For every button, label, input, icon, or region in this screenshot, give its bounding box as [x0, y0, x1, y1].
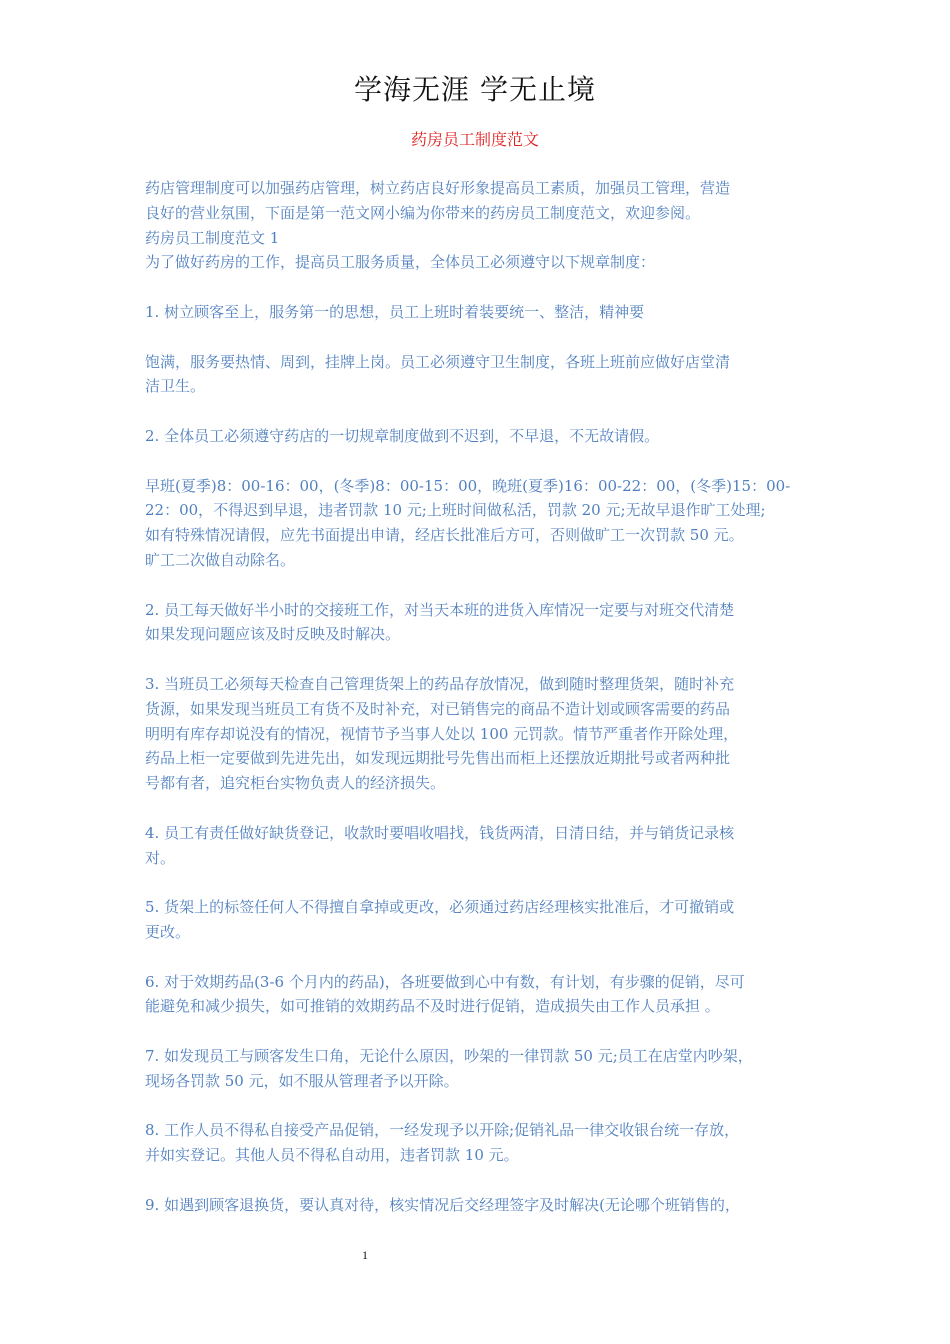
page-header-title: 学海无涯 学无止境 [354, 73, 596, 106]
rule-item-3: 明明有库存却说没有的情况，视情节予当事人处以 100 元罚款。情节严重者作开除处理， [145, 724, 739, 743]
paragraph-gap [145, 573, 813, 598]
rule-item-6: 6. 对于效期药品(3-6 个月内的药品)，各班要做到心中有数，有计划，有步骤的促销，尽可 [145, 972, 745, 991]
rule-item-3: 货源，如果发现当班员工有货不及时补充，对已销售完的商品不造计划或顾客需要的药品 [145, 699, 731, 718]
paragraph-gap [145, 945, 813, 970]
document-body [145, 176, 813, 1217]
rule-item-1: 1. 树立顾客至上，服务第一的思想，员工上班时着装要统一、整洁，精神要 [145, 302, 645, 321]
rule-item-3: 号都有者，追究柜台实物负责人的经济损失。 [145, 774, 446, 793]
rule-item-7: 7. 如发现员工与顾客发生口角，无论什么原因，吵架的一律罚款 50 元;员工在店堂内吵架， [145, 1046, 753, 1065]
preface-line: 为了做好药房的工作，提高员工服务质量，全体员工必须遵守以下规章制度： [145, 253, 656, 272]
paragraph-gap [145, 1093, 813, 1118]
paragraph-gap [145, 870, 813, 895]
paragraph-gap [145, 796, 813, 821]
shift-rule-line: 早班(夏季)8：00-16：00，(冬季)8：00-15：00，晚班(夏季)16：00-22：00，(冬季)15：00- [145, 476, 791, 495]
rule-item-4: 4. 员工有责任做好缺货登记，收款时要唱收唱找，钱货两清，日清日结，并与销货记录核 [145, 823, 735, 842]
rule-item-1-cont: 洁卫生。 [145, 377, 206, 396]
rule-item-8: 并如实登记。其他人员不得私自动用，违者罚款 10 元。 [145, 1146, 519, 1165]
paragraph-gap [145, 647, 813, 672]
rule-item-5: 更改。 [145, 922, 191, 941]
shift-rule-line: 旷工二次做自动除名。 [145, 550, 296, 569]
paragraph-gap [145, 1019, 813, 1044]
section-heading: 药房员工制度范文 1 [145, 228, 280, 247]
rule-item-6: 能避免和减少损失，如可推销的效期药品不及时进行促销，造成损失由工作人员承担 。 [145, 997, 720, 1016]
paragraph-gap [145, 275, 813, 300]
shift-rule-line: 如有特殊情况请假，应先书面提出申请，经店长批准后方可，否则做旷工一次罚款 50 元。 [145, 526, 744, 545]
rule-item-5: 5. 货架上的标签任何人不得擅自拿掉或更改，必须通过药店经理核实批准后，才可撤销或 [145, 898, 735, 917]
rule-item-9: 9. 如遇到顾客退换货，要认真对待，核实情况后交经理签字及时解决(无论哪个班销售的， [145, 1195, 740, 1214]
paragraph-gap [145, 449, 813, 474]
page-number: 1 [362, 1248, 368, 1262]
rule-item-2b: 2. 员工每天做好半小时的交接班工作，对当天本班的进货入库情况一定要与对班交代清楚 [145, 600, 735, 619]
rule-item-4: 对。 [145, 848, 176, 867]
intro-line: 良好的营业氛围，下面是第一范文网小编为你带来的药房员工制度范文，欢迎参阅。 [145, 203, 701, 222]
rule-item-2: 2. 全体员工必须遵守药店的一切规章制度做到不迟到，不早退，不无故请假。 [145, 426, 660, 445]
rule-item-8: 8. 工作人员不得私自接受产品促销，一经发现予以开除;促销礼品一律交收银台统一存放， [145, 1121, 740, 1140]
rule-item-3: 药品上柜一定要做到先进先出，如发现远期批号先售出而柜上还摆放近期批号或者两种批 [145, 749, 731, 768]
paragraph-gap [145, 399, 813, 424]
paragraph-gap [145, 1168, 813, 1193]
document-title: 药房员工制度范文 [410, 130, 539, 149]
shift-rule-line: 22：00，不得迟到早退，违者罚款 10 元;上班时间做私活，罚款 20 元;无故早退作旷工处理; [145, 501, 766, 520]
paragraph-gap [145, 325, 813, 350]
rule-item-1-cont: 饱满，服务要热情、周到，挂牌上岗。员工必须遵守卫生制度，各班上班前应做好店堂清 [145, 352, 731, 371]
rule-item-3: 3. 当班员工必须每天检查自己管理货架上的药品存放情况，做到随时整理货架，随时补充 [145, 674, 735, 693]
rule-item-2b: 如果发现问题应该及时反映及时解决。 [145, 625, 401, 644]
rule-item-7: 现场各罚款 50 元，如不服从管理者予以开除。 [145, 1071, 459, 1090]
intro-line: 药店管理制度可以加强药店管理，树立药店良好形象提高员工素质，加强员工管理，营造 [145, 179, 731, 197]
